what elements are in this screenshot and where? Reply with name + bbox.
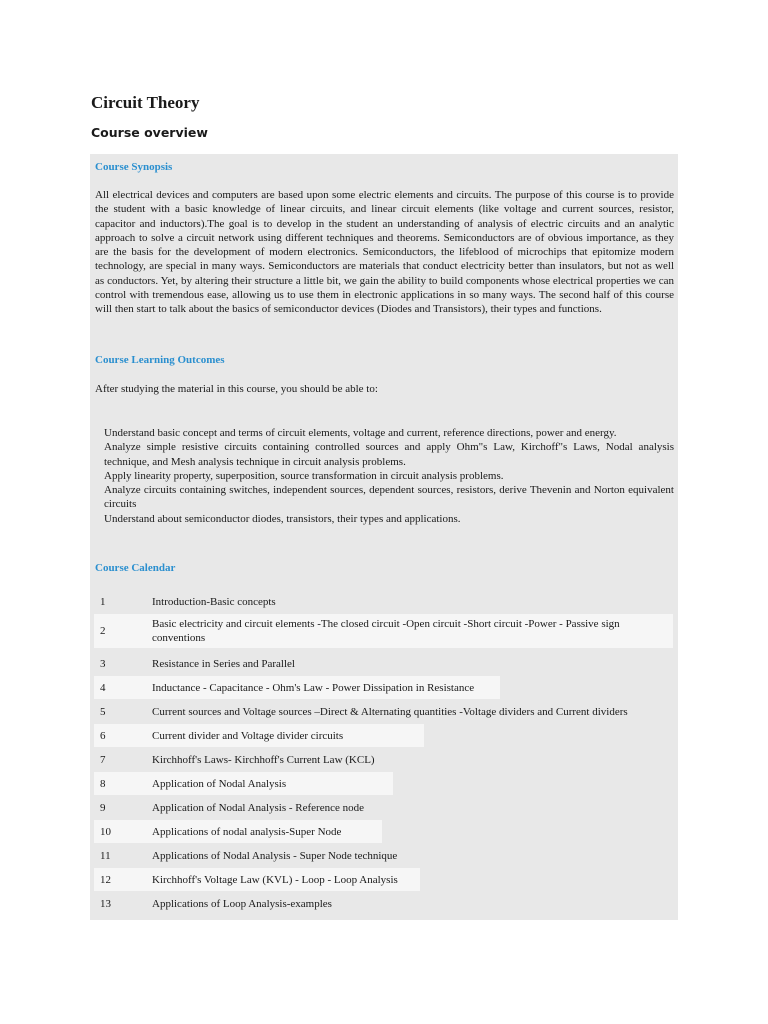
week-topic: Current sources and Voltage sources –Direct & Alternating quantities -Voltage dividers and Current dividers	[152, 705, 628, 718]
table-row	[94, 796, 394, 819]
synopsis-text: All electrical devices and computers are based upon some electric elements and circuits. The purpose of this course is to provide the student with a basic knowledge of linear circuits, and linear circuit elements (like voltage and current sources, resistor, capacitor and inductors).The goal is to develop in the student an understanding of analysis of electric circuits and an analytic approach to solve a circuit network using different techniques and theorems. Semiconductors are of obvious importance, as they are the basis for the development of modern electronics. Semiconductors, the lifeblood of microchips that epitomize modern technology, are special in many ways. Semiconductors are materials that conduct electricity better than insulators, but not as well as conductors. Yet, by altering their structure a little bit, we gain the ability to build components whose electrical properties we can control with tremendous ease, allowing us to use them in electronic applications in so many ways. The second half of this course will then start to talk about the basics of semiconductor devices (Diodes and Transistors), their types and functions.	[95, 189, 674, 316]
outcomes-heading: Course Learning Outcomes	[95, 354, 225, 366]
week-topic: Basic electricity and circuit elements -The closed circuit -Open circuit -Short circuit -Power - Passive sign conventions	[152, 618, 620, 644]
week-number: 1	[100, 595, 106, 608]
table-row	[94, 614, 673, 648]
outcome-item: Apply linearity property, superposition, source transformation in circuit analysis problems.	[104, 469, 504, 482]
outcome-item: Understand about semiconductor diodes, transistors, their types and applications.	[104, 512, 461, 525]
table-row	[94, 892, 394, 915]
week-topic: Applications of Nodal Analysis - Super Node technique	[152, 849, 398, 862]
week-number: 4	[100, 681, 106, 694]
outcome-item: Analyze circuits containing switches, independent sources, dependent sources, resistors, derive Thevenin and Norton equivalent circuits	[104, 484, 674, 511]
table-row	[94, 724, 424, 747]
week-number: 11	[100, 849, 111, 862]
week-topic: Kirchhoff's Voltage Law (KVL) - Loop - Loop Analysis	[152, 873, 398, 886]
table-row	[94, 772, 393, 795]
table-row	[94, 590, 654, 613]
week-number: 8	[100, 777, 106, 790]
calendar-heading: Course Calendar	[95, 562, 176, 574]
week-number: 9	[100, 801, 106, 814]
synopsis-heading: Course Synopsis	[95, 161, 173, 173]
week-number: 13	[100, 897, 111, 910]
week-topic: Application of Nodal Analysis - Reference node	[152, 801, 364, 814]
week-topic: Current divider and Voltage divider circuits	[152, 729, 344, 742]
week-number: 3	[100, 657, 106, 670]
page-title: Circuit Theory	[91, 93, 200, 112]
week-topic: Introduction-Basic concepts	[152, 595, 276, 608]
table-row	[94, 700, 673, 723]
week-topic: Inductance - Capacitance - Ohm's Law - Power Dissipation in Resistance	[152, 681, 475, 694]
outcome-item: Understand basic concept and terms of circuit elements, voltage and current, reference directions, power and energy.	[104, 427, 617, 439]
week-topic: Application of Nodal Analysis	[152, 777, 287, 790]
outcome-item: Analyze simple resistive circuits containing controlled sources and apply Ohm"s Law, Kirchoff"s Laws, Nodal analysis technique, and Mesh analysis technique in circuit analysis problems.	[104, 441, 674, 468]
week-number: 10	[100, 825, 111, 838]
week-number: 5	[100, 705, 106, 718]
table-row	[94, 652, 394, 675]
page-subtitle: Course overview	[91, 125, 208, 140]
outcomes-intro: After studying the material in this course, you should be able to:	[95, 383, 378, 395]
week-number: 6	[100, 729, 106, 742]
table-row	[94, 748, 414, 771]
table-row	[94, 676, 500, 699]
week-topic: Resistance in Series and Parallel	[152, 657, 295, 670]
week-number: 2	[100, 625, 106, 637]
course-panel	[90, 154, 678, 920]
week-topic: Applications of Loop Analysis-examples	[152, 897, 332, 910]
week-topic: Applications of nodal analysis-Super Node	[152, 825, 342, 838]
table-row	[94, 820, 382, 843]
outcomes-list	[104, 426, 674, 526]
table-row	[94, 844, 434, 867]
week-topic: Kirchhoff's Laws- Kirchhoff's Current Law (KCL)	[152, 753, 375, 766]
table-row	[94, 868, 420, 891]
week-number: 7	[100, 753, 106, 766]
week-number: 12	[100, 873, 111, 886]
